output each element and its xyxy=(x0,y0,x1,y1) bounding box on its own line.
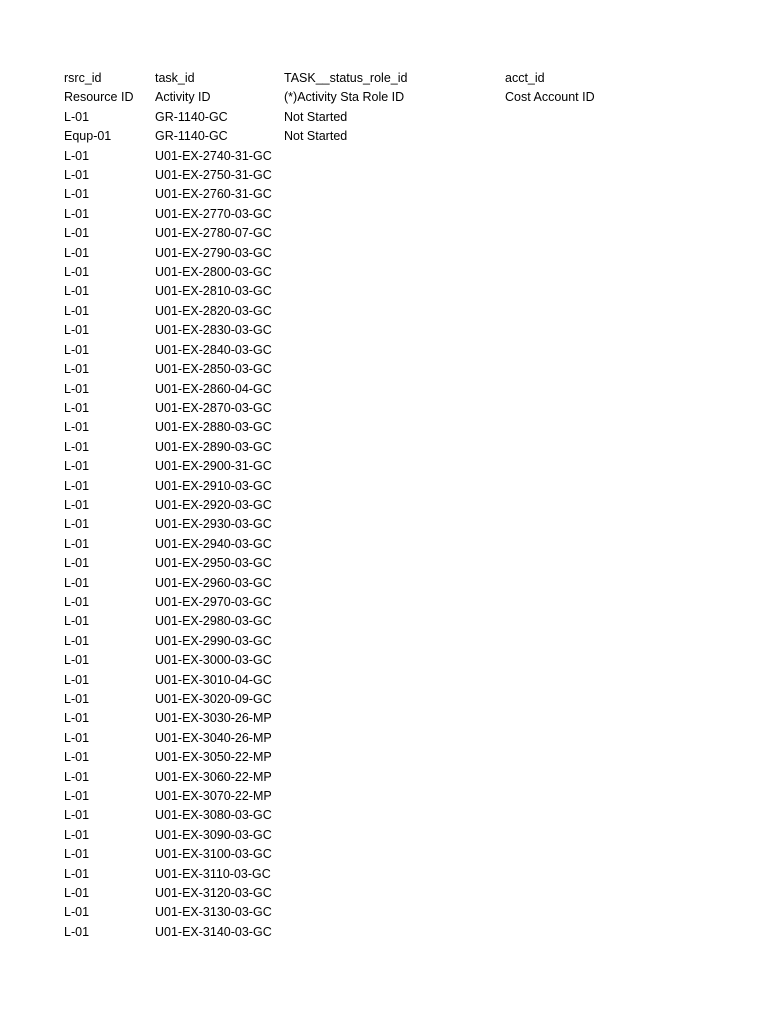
activity-id-cell: U01-EX-2880-03-GC xyxy=(155,420,272,435)
activity-id-cell: U01-EX-3120-03-GC xyxy=(155,886,272,901)
table-row xyxy=(64,263,744,282)
activity-id-cell: U01-EX-2850-03-GC xyxy=(155,362,272,377)
table-row xyxy=(64,806,744,825)
activity-id-cell: U01-EX-2760-31-GC xyxy=(155,187,272,202)
header-field-task-id: task_id xyxy=(155,71,195,85)
table-row xyxy=(64,302,744,321)
table-row xyxy=(64,903,744,922)
cost-account-cell xyxy=(505,496,744,515)
activity-id-cell: U01-EX-2940-03-GC xyxy=(155,536,272,551)
cost-account-cell xyxy=(505,884,744,903)
activity-id-cell: U01-EX-2840-03-GC xyxy=(155,342,272,357)
resource-id-cell: L-01 xyxy=(64,459,90,474)
cost-account-cell xyxy=(505,127,744,146)
activity-id-cell: U01-EX-3130-03-GC xyxy=(155,905,272,920)
status-role-cell xyxy=(284,593,505,612)
status-role-cell xyxy=(284,690,505,709)
table-row xyxy=(64,282,744,301)
cost-account-cell xyxy=(505,651,744,670)
status-role-cell xyxy=(284,205,505,224)
cost-account-cell xyxy=(505,282,744,301)
status-role-cell: Not Started xyxy=(284,129,348,144)
table-row xyxy=(64,632,744,651)
activity-id-cell: U01-EX-2750-31-GC xyxy=(155,168,272,183)
status-role-cell xyxy=(284,554,505,573)
cost-account-cell xyxy=(505,903,744,922)
activity-id-cell: U01-EX-2960-03-GC xyxy=(155,575,272,590)
table-row xyxy=(64,224,744,243)
resource-id-cell: Equp-01 xyxy=(64,129,112,144)
cost-account-cell xyxy=(505,341,744,360)
resource-id-cell: L-01 xyxy=(64,730,90,745)
resource-id-cell: L-01 xyxy=(64,517,90,532)
status-role-cell xyxy=(284,399,505,418)
header-field-row xyxy=(64,69,744,88)
activity-id-cell: U01-EX-3050-22-MP xyxy=(155,750,272,765)
activity-id-cell: U01-EX-2770-03-GC xyxy=(155,206,272,221)
table-row xyxy=(64,438,744,457)
cost-account-cell xyxy=(505,671,744,690)
cost-account-cell xyxy=(505,515,744,534)
status-role-cell xyxy=(284,632,505,651)
activity-id-cell: U01-EX-3100-03-GC xyxy=(155,847,272,862)
cost-account-cell xyxy=(505,477,744,496)
header-field-status-role-id: TASK__status_role_id xyxy=(284,71,408,85)
status-role-cell xyxy=(284,360,505,379)
cost-account-cell xyxy=(505,418,744,437)
activity-id-cell: U01-EX-2890-03-GC xyxy=(155,439,272,454)
cost-account-cell xyxy=(505,574,744,593)
header-label-resource-id: Resource ID xyxy=(64,90,134,105)
cost-account-cell xyxy=(505,321,744,340)
cost-account-cell xyxy=(505,360,744,379)
status-role-cell xyxy=(284,787,505,806)
cost-account-cell xyxy=(505,438,744,457)
table-row xyxy=(64,748,744,767)
resource-id-cell: L-01 xyxy=(64,575,90,590)
resource-id-cell: L-01 xyxy=(64,109,90,124)
activity-id-cell: U01-EX-3090-03-GC xyxy=(155,827,272,842)
status-role-cell xyxy=(284,709,505,728)
status-role-cell xyxy=(284,185,505,204)
table-row xyxy=(64,205,744,224)
activity-id-cell: U01-EX-3080-03-GC xyxy=(155,808,272,823)
resource-id-cell: L-01 xyxy=(64,323,90,338)
table-row xyxy=(64,574,744,593)
status-role-cell xyxy=(284,282,505,301)
table-row xyxy=(64,147,744,166)
table-row xyxy=(64,496,744,515)
activity-id-cell: U01-EX-2820-03-GC xyxy=(155,303,272,318)
table-row xyxy=(64,360,744,379)
resource-id-cell: L-01 xyxy=(64,265,90,280)
table-row xyxy=(64,923,744,942)
table-row xyxy=(64,185,744,204)
cost-account-cell xyxy=(505,380,744,399)
activity-id-cell: U01-EX-3070-22-MP xyxy=(155,789,272,804)
resource-id-cell: L-01 xyxy=(64,206,90,221)
cost-account-cell xyxy=(505,709,744,728)
activity-id-cell: U01-EX-2740-31-GC xyxy=(155,148,272,163)
activity-id-cell: GR-1140-GC xyxy=(155,109,228,124)
cost-account-cell xyxy=(505,108,744,127)
cost-account-cell xyxy=(505,185,744,204)
resource-id-cell: L-01 xyxy=(64,381,90,396)
cost-account-cell xyxy=(505,787,744,806)
table-row xyxy=(64,865,744,884)
table-row xyxy=(64,787,744,806)
resource-id-cell: L-01 xyxy=(64,284,90,299)
activity-id-cell: U01-EX-2980-03-GC xyxy=(155,614,272,629)
cost-account-cell xyxy=(505,224,744,243)
activity-id-cell: U01-EX-3030-26-MP xyxy=(155,711,272,726)
status-role-cell xyxy=(284,826,505,845)
resource-id-cell: L-01 xyxy=(64,827,90,842)
table-row xyxy=(64,729,744,748)
table-row xyxy=(64,651,744,670)
resource-id-cell: L-01 xyxy=(64,226,90,241)
table-row xyxy=(64,515,744,534)
resource-id-cell: L-01 xyxy=(64,614,90,629)
activity-id-cell: U01-EX-3020-09-GC xyxy=(155,692,272,706)
cost-account-cell xyxy=(505,593,744,612)
status-role-cell xyxy=(284,903,505,922)
resource-id-cell: L-01 xyxy=(64,303,90,318)
resource-id-cell: L-01 xyxy=(64,497,90,512)
status-role-cell xyxy=(284,477,505,496)
resource-id-cell: L-01 xyxy=(64,148,90,163)
table-row xyxy=(64,768,744,787)
status-role-cell xyxy=(284,263,505,282)
cost-account-cell xyxy=(505,457,744,476)
cost-account-cell xyxy=(505,729,744,748)
table-row xyxy=(64,477,744,496)
resource-id-cell: L-01 xyxy=(64,342,90,357)
header-field-rsrc-id: rsrc_id xyxy=(64,71,102,85)
header-label-status-role-id: (*)Activity Sta Role ID xyxy=(284,90,405,105)
cost-account-cell xyxy=(505,244,744,263)
resource-id-cell: L-01 xyxy=(64,886,90,901)
resource-id-cell: L-01 xyxy=(64,653,90,668)
resource-id-cell: L-01 xyxy=(64,594,90,609)
status-role-cell xyxy=(284,515,505,534)
status-role-cell xyxy=(284,341,505,360)
resource-id-cell: L-01 xyxy=(64,633,90,648)
cost-account-cell xyxy=(505,205,744,224)
table-row xyxy=(64,826,744,845)
cost-account-cell xyxy=(505,690,744,709)
status-role-cell xyxy=(284,845,505,864)
status-role-cell xyxy=(284,418,505,437)
resource-id-cell: L-01 xyxy=(64,924,90,939)
status-role-cell xyxy=(284,574,505,593)
status-role-cell xyxy=(284,224,505,243)
cost-account-cell xyxy=(505,865,744,884)
table-row xyxy=(64,709,744,728)
table-row xyxy=(64,612,744,631)
status-role-cell xyxy=(284,923,505,942)
activity-id-cell: GR-1140-GC xyxy=(155,129,228,144)
resource-id-cell: L-01 xyxy=(64,362,90,377)
status-role-cell xyxy=(284,671,505,690)
activity-id-cell: U01-EX-2900-31-GC xyxy=(155,459,272,474)
cost-account-cell xyxy=(505,612,744,631)
cost-account-cell xyxy=(505,632,744,651)
activity-id-cell: U01-EX-2860-04-GC xyxy=(155,381,272,396)
table-row xyxy=(64,593,744,612)
activity-id-cell: U01-EX-2870-03-GC xyxy=(155,400,272,415)
cost-account-cell xyxy=(505,826,744,845)
status-role-cell xyxy=(284,806,505,825)
resource-id-cell: L-01 xyxy=(64,420,90,435)
status-role-cell xyxy=(284,729,505,748)
activity-id-cell: U01-EX-3010-04-GC xyxy=(155,672,272,687)
table-row xyxy=(64,127,744,146)
activity-id-cell: U01-EX-2920-03-GC xyxy=(155,497,272,512)
status-role-cell xyxy=(284,438,505,457)
cost-account-cell xyxy=(505,923,744,942)
table-row xyxy=(64,845,744,864)
resource-id-cell: L-01 xyxy=(64,672,90,687)
status-role-cell xyxy=(284,748,505,767)
resource-id-cell: L-01 xyxy=(64,556,90,571)
cost-account-cell xyxy=(505,166,744,185)
activity-id-cell: U01-EX-3000-03-GC xyxy=(155,653,272,668)
table-row xyxy=(64,457,744,476)
activity-id-cell: U01-EX-2950-03-GC xyxy=(155,556,272,571)
resource-id-cell: L-01 xyxy=(64,905,90,920)
resource-id-cell: L-01 xyxy=(64,847,90,862)
cost-account-cell xyxy=(505,806,744,825)
activity-id-cell: U01-EX-3140-03-GC xyxy=(155,924,272,939)
cost-account-cell xyxy=(505,768,744,787)
activity-id-cell: U01-EX-2810-03-GC xyxy=(155,284,272,299)
status-role-cell: Not Started xyxy=(284,109,348,124)
table-row xyxy=(64,380,744,399)
status-role-cell xyxy=(284,496,505,515)
table-row xyxy=(64,166,744,185)
status-role-cell xyxy=(284,244,505,263)
table-body xyxy=(64,69,744,942)
resource-id-cell: L-01 xyxy=(64,692,90,706)
status-role-cell xyxy=(284,865,505,884)
status-role-cell xyxy=(284,166,505,185)
cost-account-cell xyxy=(505,263,744,282)
header-field-acct-id: acct_id xyxy=(505,71,545,85)
table-row xyxy=(64,535,744,554)
activity-id-cell: U01-EX-2830-03-GC xyxy=(155,323,272,338)
status-role-cell xyxy=(284,651,505,670)
data-table xyxy=(64,69,744,942)
resource-id-cell: L-01 xyxy=(64,168,90,183)
header-label-row xyxy=(64,88,744,107)
status-role-cell xyxy=(284,302,505,321)
resource-id-cell: L-01 xyxy=(64,789,90,804)
header-label-activity-id: Activity ID xyxy=(155,90,211,105)
status-role-cell xyxy=(284,380,505,399)
status-role-cell xyxy=(284,884,505,903)
table-row xyxy=(64,108,744,127)
status-role-cell xyxy=(284,612,505,631)
table-row xyxy=(64,671,744,690)
resource-id-cell: L-01 xyxy=(64,536,90,551)
table-row xyxy=(64,399,744,418)
table-row xyxy=(64,341,744,360)
activity-id-cell: U01-EX-3060-22-MP xyxy=(155,769,272,784)
resource-id-cell: L-01 xyxy=(64,478,90,493)
activity-id-cell: U01-EX-3110-03-GC xyxy=(155,866,271,881)
resource-id-cell: L-01 xyxy=(64,808,90,823)
resource-id-cell: L-01 xyxy=(64,245,90,260)
resource-id-cell: L-01 xyxy=(64,769,90,784)
activity-id-cell: U01-EX-2970-03-GC xyxy=(155,594,272,609)
cost-account-cell xyxy=(505,748,744,767)
table-row xyxy=(64,690,744,709)
cost-account-cell xyxy=(505,147,744,166)
table-row xyxy=(64,884,744,903)
activity-id-cell: U01-EX-2790-03-GC xyxy=(155,245,272,260)
status-role-cell xyxy=(284,321,505,340)
table-row xyxy=(64,321,744,340)
activity-id-cell: U01-EX-3040-26-MP xyxy=(155,730,272,745)
cost-account-cell xyxy=(505,302,744,321)
resource-id-cell: L-01 xyxy=(64,866,90,881)
activity-id-cell: U01-EX-2990-03-GC xyxy=(155,633,272,648)
cost-account-cell xyxy=(505,399,744,418)
activity-id-cell: U01-EX-2930-03-GC xyxy=(155,517,272,532)
resource-id-cell: L-01 xyxy=(64,711,90,726)
resource-id-cell: L-01 xyxy=(64,400,90,415)
spreadsheet-page xyxy=(64,69,744,942)
cost-account-cell xyxy=(505,845,744,864)
header-label-cost-account-id: Cost Account ID xyxy=(505,90,595,105)
activity-id-cell: U01-EX-2780-07-GC xyxy=(155,226,272,241)
resource-id-cell: L-01 xyxy=(64,750,90,765)
status-role-cell xyxy=(284,768,505,787)
cost-account-cell xyxy=(505,535,744,554)
status-role-cell xyxy=(284,457,505,476)
table-row xyxy=(64,418,744,437)
activity-id-cell: U01-EX-2910-03-GC xyxy=(155,478,272,493)
resource-id-cell: L-01 xyxy=(64,187,90,202)
table-row xyxy=(64,554,744,573)
table-row xyxy=(64,244,744,263)
resource-id-cell: L-01 xyxy=(64,439,90,454)
status-role-cell xyxy=(284,535,505,554)
activity-id-cell: U01-EX-2800-03-GC xyxy=(155,265,272,280)
status-role-cell xyxy=(284,147,505,166)
cost-account-cell xyxy=(505,554,744,573)
